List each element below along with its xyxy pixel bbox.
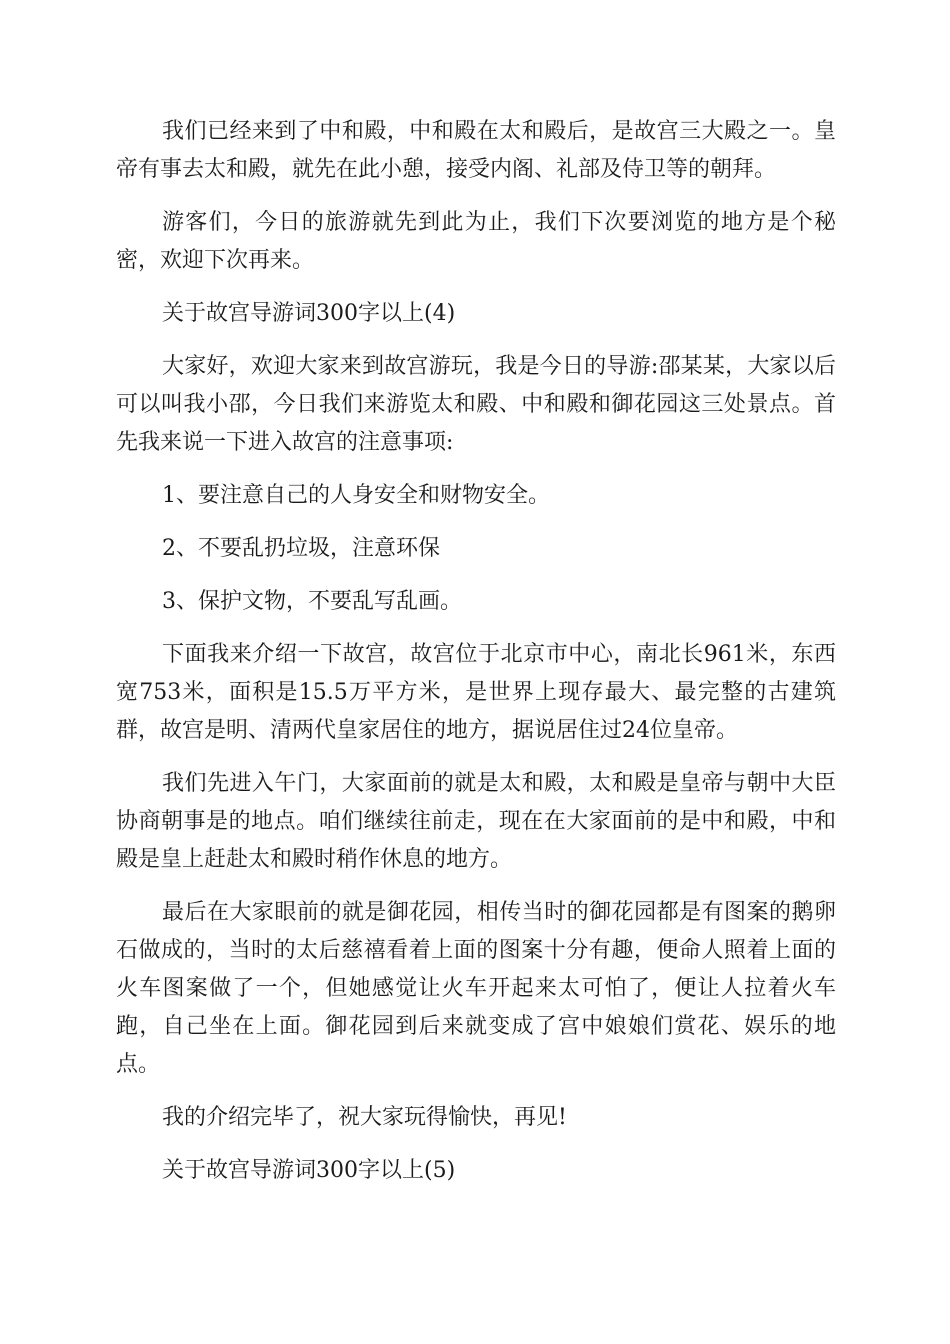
list-item-litter: 2、不要乱扔垃圾，注意环保 <box>162 536 440 561</box>
document-body <box>116 113 836 1205</box>
paragraph-greeting: 大家好，欢迎大家来到故宫游玩，我是今日的导游:邵某某，大家以后可以叫我小邵，今日我们来游览太和殿、中和殿和御花园这三处景点。首先我来说一下进入故宫的注意事项: <box>116 354 836 455</box>
section-heading-5: 关于故宫导游词300字以上(5) <box>162 1158 456 1183</box>
paragraph-zhonghe-hall: 我们已经来到了中和殿，中和殿在太和殿后，是故宫三大殿之一。皇帝有事去太和殿，就先在此小憩，接受内阁、礼部及侍卫等的朝拜。 <box>116 119 836 182</box>
section-heading-4: 关于故宫导游词300字以上(4) <box>162 301 456 326</box>
list-item-relics: 3、保护文物，不要乱写乱画。 <box>162 589 462 614</box>
paragraph-palace-intro: 下面我来介绍一下故宫，故宫位于北京市中心，南北长961米，东西宽753米，面积是15.5万平方米，是世界上现存最大、最完整的古建筑群，故宫是明、清两代皇家居住的地方，据说居住过24位皇帝。 <box>116 642 836 743</box>
paragraph-wumen: 我们先进入午门，大家面前的就是太和殿，太和殿是皇帝与朝中大臣协商朝事是的地点。咱们继续往前走，现在在大家面前的是中和殿，中和殿是皇上赶赴太和殿时稍作休息的地方。 <box>116 771 836 872</box>
list-item-safety: 1、要注意自己的人身安全和财物安全。 <box>162 483 550 508</box>
paragraph-closing: 我的介绍完毕了，祝大家玩得愉快，再见! <box>162 1105 567 1130</box>
paragraph-farewell: 游客们，今日的旅游就先到此为止，我们下次要浏览的地方是个秘密，欢迎下次再来。 <box>116 210 836 273</box>
paragraph-imperial-garden: 最后在大家眼前的就是御花园，相传当时的御花园都是有图案的鹅卵石做成的，当时的太后慈禧看着上面的图案十分有趣，便命人照着上面的火车图案做了一个，但她感觉让火车开起来太可怕了，便让人拉着火车跑，自己坐在上面。御花园到后来就变成了宫中娘娘们赏花、娱乐的地点。 <box>116 900 836 1077</box>
